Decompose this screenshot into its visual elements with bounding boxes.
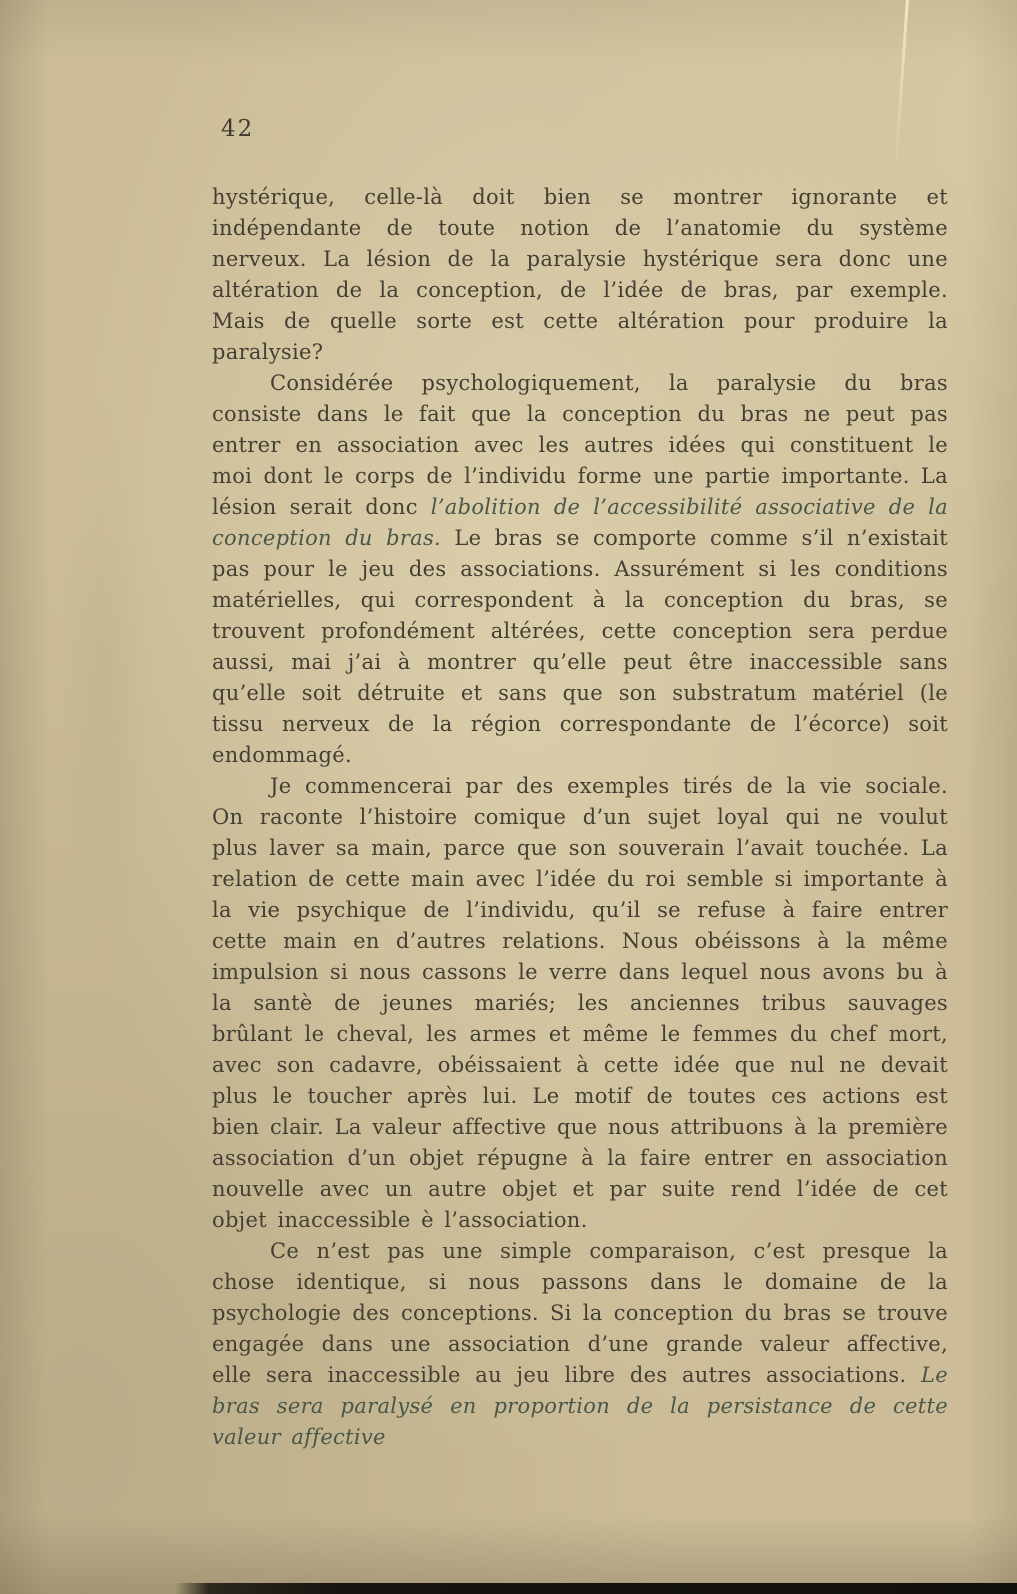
paragraph xyxy=(212,1236,948,1453)
paper-blotch xyxy=(60,380,150,980)
page-text xyxy=(212,182,948,1453)
page-number: 42 xyxy=(221,116,255,142)
text-segment: Considérée psychologiquement, la paralysie du bras consiste dans le fait que la conception du bras ne peut pas entrer en association avec les autres idées qui constituent le moi dont le corps de l’individu forme une partie importante. La lésion serait donc xyxy=(212,371,948,519)
paragraph xyxy=(212,368,948,771)
text-segment: Je commencerai par des exemples tirés de la vie sociale. On raconte l’histoire comique d’un sujet loyal qui ne voulut plus laver sa main, parce que son souverain l’avait touchée. La relation de cette main avec l’idée du roi semble si importante à la vie psychique de l’individu, qu’il se refuse à faire entrer cette main en d’autres relations. Nous obéissons à la même impulsion si nous cassons le verre dans lequel nous avons bu à la santè de jeunes mariés; les anciennes tribus sauvages brûlant le cheval, les armes et même le femmes du chef mort, avec son cadavre, obéissaient à cette idée que nul ne devait plus le toucher après lui. Le motif de toutes ces actions est bien clair. La valeur affective que nous attribuons à la première association d’un objet répugne à la faire entrer en association nouvelle avec un autre objet et par suite rend l’idée de cet objet inaccessible è l’association. xyxy=(212,774,948,1232)
text-segment: Ce n’est pas une simple comparaison, c’est presque la chose identique, si nous passons dans le domaine de la psychologie des conceptions. Si la conception du bras se trouve engagée dans une association d’une grande valeur affective, elle sera inaccessible au jeu libre des autres associations. xyxy=(212,1239,948,1387)
text-segment: hystérique, celle-là doit bien se montrer ignorante et indépendante de toute notion de l’anatomie du système nerveux. La lésion de la paralysie hystérique sera donc une altération de la conception, de l’idée de bras, par exemple. Mais de quelle sorte est cette altération pour produire la paralysie? xyxy=(212,185,948,364)
text-segment: Le bras sera paralysé en proportion de la persistance de cette valeur affective xyxy=(212,1363,948,1449)
paper-crease xyxy=(894,0,909,170)
scan-bottom-edge xyxy=(175,1583,1017,1594)
text-segment: Le bras se comporte comme s’il n’existait pas pour le jeu des associations. Assurément si les conditions matérielles, qui correspondent à la conception du bras, se trouvent profondément altérées, cette conception sera perdue aussi, mai j’ai à montrer qu’elle peut être inaccessible sans qu’elle soit détruite et sans que son substratum matériel (le tissu nerveux de la région correspondante de l’écorce) soit endommagé. xyxy=(212,526,948,767)
paragraph xyxy=(212,182,948,368)
text-segment: l’abolition de l’accessibilité associative de la conception du bras. xyxy=(212,495,948,550)
paragraph xyxy=(212,771,948,1236)
